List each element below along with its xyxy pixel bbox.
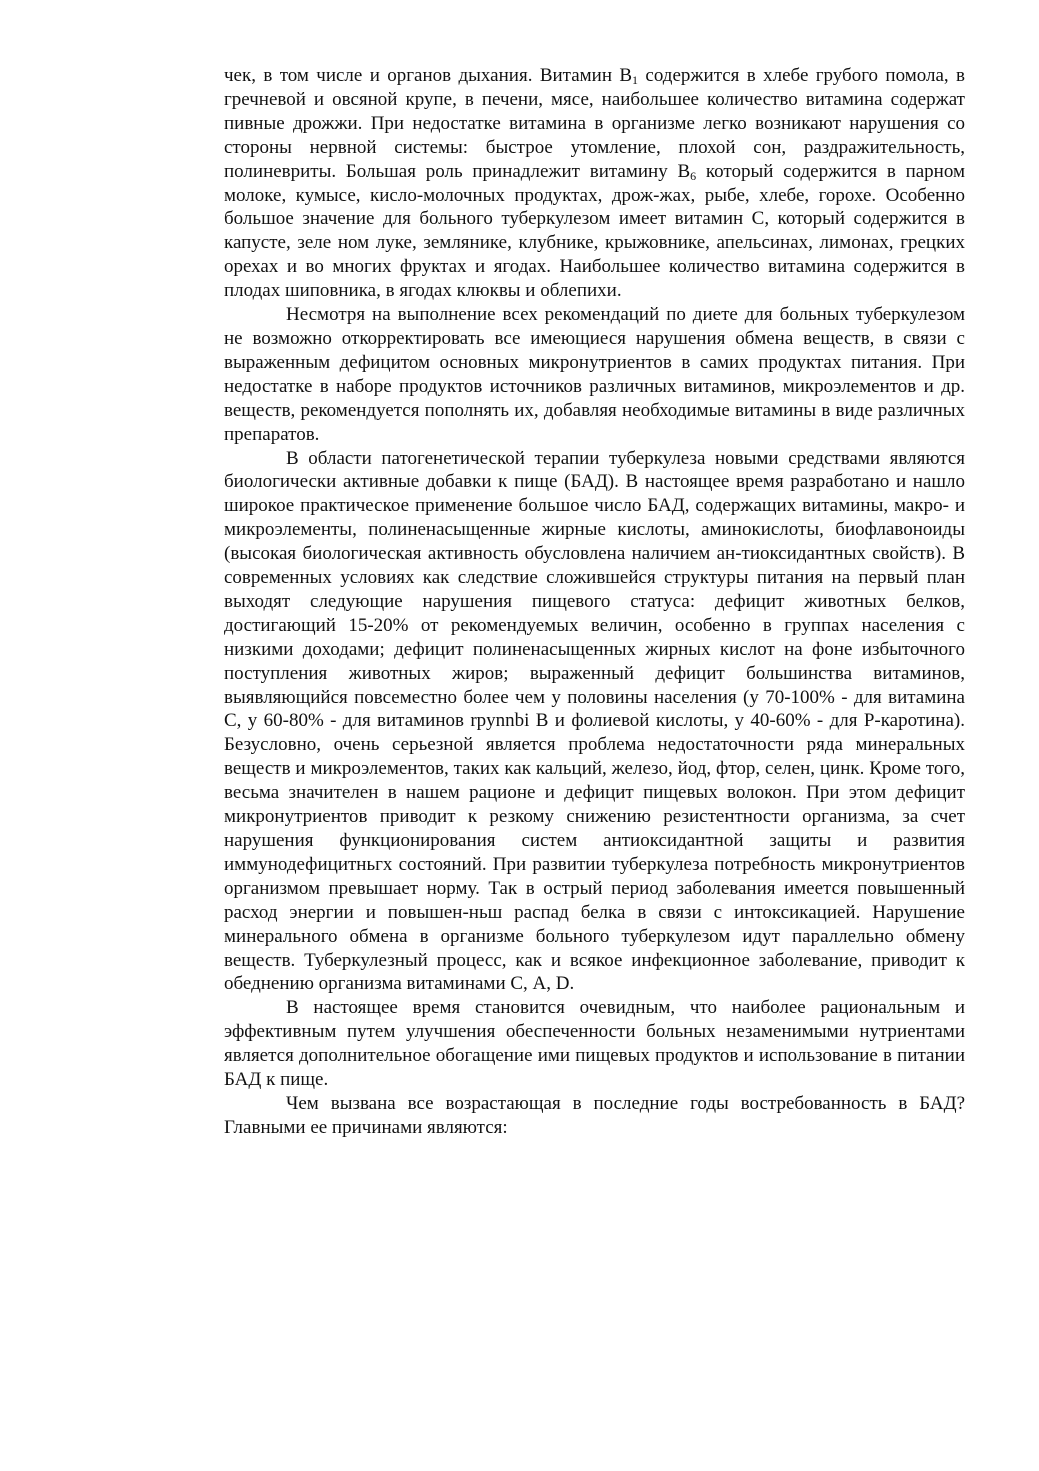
paragraph-dietary-supplements — [224, 447, 965, 997]
paragraph-nutrient-enrichment — [224, 996, 965, 1092]
text-run: чек, в том числе и органов дыхания. Витамин В — [224, 65, 633, 86]
paragraph-vitamins — [224, 64, 965, 303]
text-run: который содержится в парном молоке, кумысе, кисло-молочных продуктах, дрож-жах, рыбе, хлебе, горохе. Особенно большое значение для больного туберкулезом имеет витамин С, который содержится в капусте, зеле ном луке, землянике, клубнике, крыжовнике, апельсинах, лимонах, грецких орехах и во многих фруктах и ягодах. Наибольшее количество витамина содержится в плодах шиповника, в ягодах клюквы и облепихи. — [224, 160, 965, 302]
text-run: Несмотря на выполнение всех рекомендаций по диете для больных туберкулезом не возможно откорректировать все имеющиеся нарушения обмена веществ, в связи с выраженным дефицитом основных микронутриентов в самих продуктах питания. При недостатке в наборе продуктов источников различных витаминов, микроэлементов и др. веществ, рекомендуется пополнять их, добавляя необходимые витамины в виде различных препаратов. — [224, 304, 965, 445]
text-run: Чем вызвана все возрастающая в последние годы востребованность в БАД? Главными ее причинами являются: — [224, 1092, 965, 1138]
document-page — [224, 64, 965, 1140]
text-run: содержится в хлебе грубого помола, в гречневой и овсяной крупе, в печени, мясе, наибольшее количество витамина содержат пивные дрожжи. При недостатке витамина в организме легко возникают нарушения со стороны нервной системы: быстрое утомление, плохой сон, раздражительность, полиневриты. Большая роль принадлежит витамину В — [224, 65, 966, 182]
paragraph-diet-recommendations — [224, 303, 965, 446]
text-run: В настоящее время становится очевидным, что наиболее рациональным и эффективным путем улучшения обеспеченности больных незаменимыми нутриентами является дополнительное обогащение ими пищевых продуктов и использование в питании БАД к пище. — [224, 997, 965, 1091]
subscript: 1 — [632, 73, 639, 87]
paragraph-demand-question — [224, 1092, 965, 1140]
text-run: В области патогенетической терапии туберкулеза новыми средствами являются биологически активные добавки к пище (БАД). В настоящее время разработано и нашло широкое практическое применение большое число БАД, содержащих витамины, макро- и микроэлементы, полиненасыщенные жирные кислоты, аминокислоты, биофлавоноиды (высокая биологическая активность обусловлена наличием ан-тиоксидантных свойств). В современных условиях как следствие сложившейся структуры питания на первый план выходят следующие нарушения пищевого статуса: дефицит животных белков, достигающий 15-20% от рекомендуемых величин, особенно в группах населения с низкими доходами; дефицит полиненасыщенных жирных кислот на фоне избыточного поступления животных жиров; выраженный дефицит большинства витаминов, выявляющийся повсеместно более чем у половины населения (у 70-100% - для витамина С, у 60-80% - для витаминов rpynnbi В и фолиевой кислоты, у 40-60% - для Р-каротина). Безусловно, очень серьезной является проблема недостаточности ряда минеральных веществ и микроэлементов, таких как кальций, железо, йод, фтор, селен, цинк. Кроме того, весьма значителен в нашем рационе и дефицит пищевых волокон. При этом дефицит микронутриентов приводит к резкому снижению резистентности организма, за счет нарушения функционирования систем антиоксидантной защиты и развития иммунодефицитньгх состояний. При развитии туберкулеза потребность микронутриентов организмом превышает норму. Так в острый период заболевания имеется повышенный расход энергии и повышен-ньш распад белка в связи с интоксикацией. Нарушение минерального обмена в организме больного туберкулезом идут параллельно обмену веществ. Туберкулезный процесс, как и всякое инфекционное заболевание, приводит к обеднению организма витаминами С, A, D. — [224, 447, 965, 995]
subscript: 6 — [690, 168, 697, 183]
